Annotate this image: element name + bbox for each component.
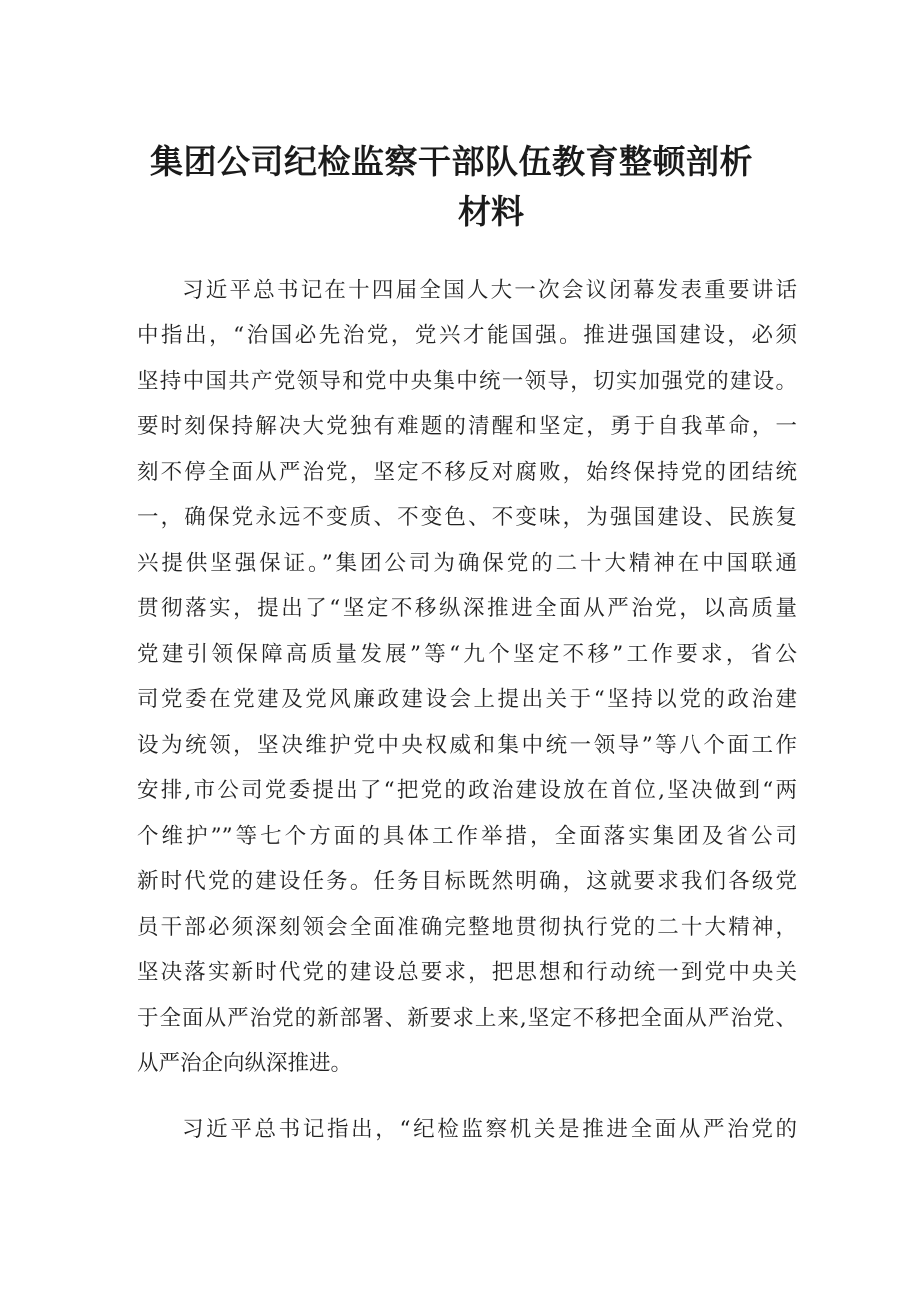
paragraph-1-line-9: 党建引领保障高质量发展”等“九个坚定不移”工作要求，省公 [137,642,797,667]
document-title-line-2: 材料 [458,192,524,231]
paragraph-1-line-5: 刻不停全面从严治党，坚定不移反对腐败，始终保持党的团结统 [137,460,797,485]
paragraph-1-line-14: 新时代党的建设任务。任务目标既然明确，这就要求我们各级党 [137,869,797,894]
paragraph-1-line-18: 从严治企向纵深推进。 [137,1051,353,1076]
paragraph-1-line-11: 设为统领，坚决维护党中央权威和集中统一领导”等八个面工作 [137,733,797,758]
paragraph-2-line-1: 习近平总书记指出，“纪检监察机关是推进全面从严治党的 [182,1117,797,1142]
paragraph-1-line-15: 员干部必须深刻领会全面准确完整地贯彻执行党的二十大精神， [137,915,797,940]
paragraph-1-line-8: 贯彻落实，提出了“坚定不移纵深推进全面从严治党，以高质量 [137,596,797,621]
paragraph-1-line-3: 坚持中国共产党领导和党中央集中统一领导，切实加强党的建设。 [137,369,797,394]
document-title-line-1: 集团公司纪检监察干部队伍教育整顿剖析 [150,142,753,181]
paragraph-1-line-7: 兴提供坚强保证。”集团公司为确保党的二十大精神在中国联通 [137,551,797,576]
paragraph-1-line-1: 习近平总书记在十四届全国人大一次会议闭幕发表重要讲话 [182,278,797,303]
paragraph-1-line-12: 安排,市公司党委提出了“把党的政治建设放在首位,坚决做到“两 [137,778,797,803]
paragraph-1-line-2: 中指出，“治国必先治党，党兴才能国强。推进强国建设，必须 [137,323,797,348]
paragraph-1-line-10: 司党委在党建及党风廉政建设会上提出关于“坚持以党的政治建 [137,687,797,712]
paragraph-1-line-4: 要时刻保持解决大党独有难题的清醒和坚定，勇于自我革命，一 [137,414,797,439]
paragraph-1-line-6: 一，确保党永远不变质、不变色、不变味，为强国建设、民族复 [137,505,797,530]
paragraph-1-line-17: 于全面从严治党的新部署、新要求上来,坚定不移把全面从严治党、 [137,1006,797,1031]
paragraph-1-line-13: 个维护””等七个方面的具体工作举措，全面落实集团及省公司 [137,824,797,849]
paragraph-1-line-16: 坚决落实新时代党的建设总要求，把思想和行动统一到党中央关 [137,960,797,985]
